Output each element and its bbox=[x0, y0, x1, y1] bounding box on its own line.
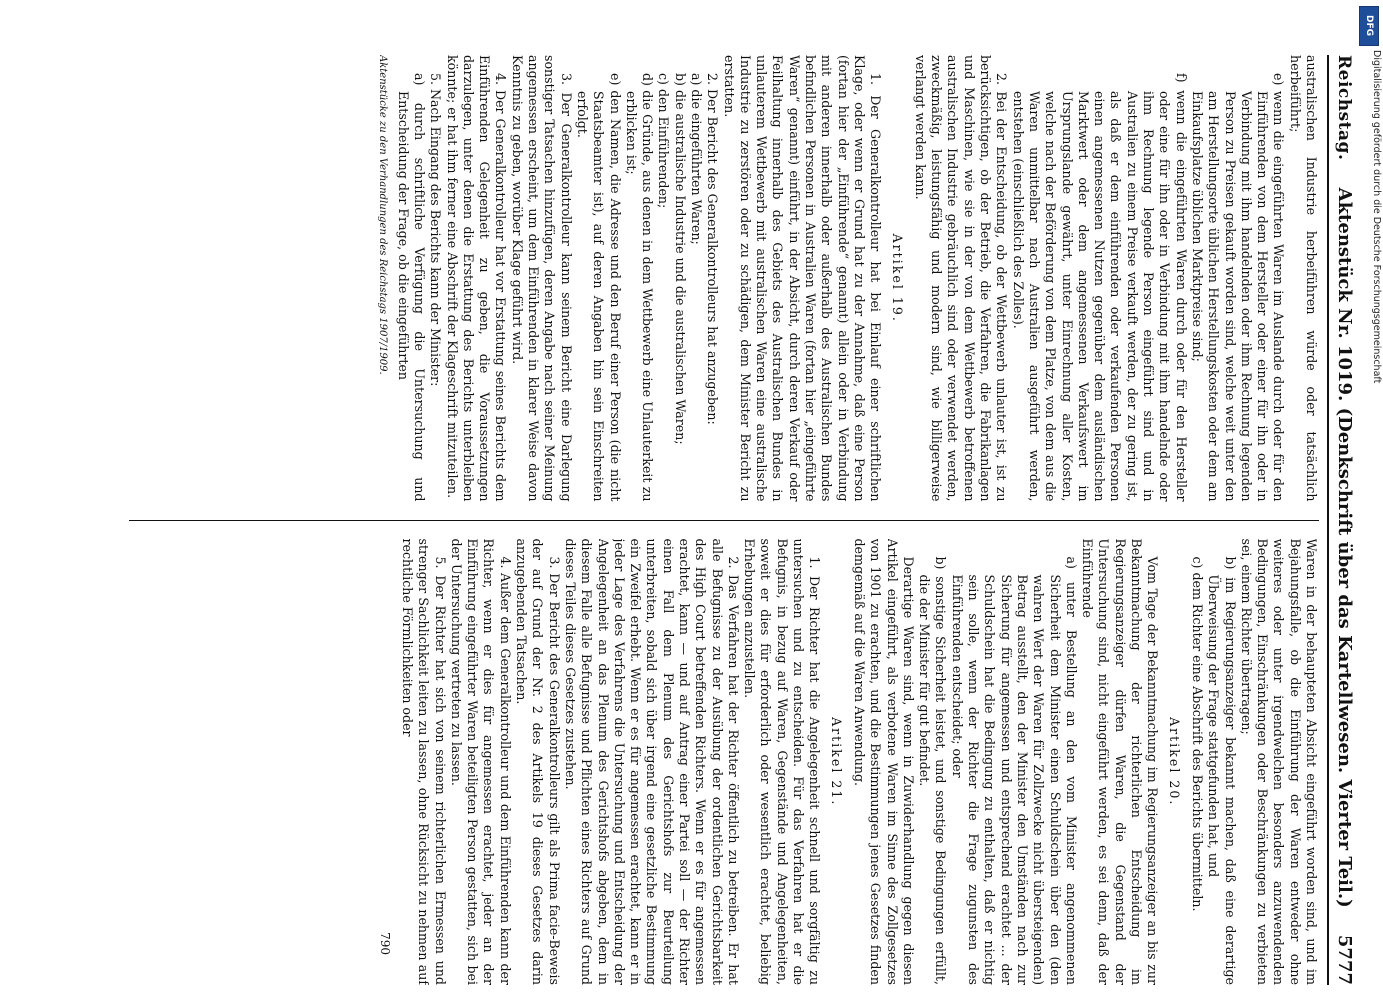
right-column bbox=[129, 539, 1319, 986]
dfg-logo-icon: DFG bbox=[1359, 6, 1379, 46]
left-item-f: f) wenn die eingeführten Waren durch oder für den Hersteller oder eine für ihn oder in Verbindung mit ihm handelnde oder ihm Rechnung legende Person eingeführt sind und in Australien zu einem Preise verkauft werden, der zu gering ist, als daß er dem einführenden oder verkaufenden Personen einen angemessenen Nutzen gegenüber dem ausländischen Marktwert oder dem angemessenen Verkaufswert im Ursprungslande gewährt, unter Einrechnung aller Kosten, welche nach der Beförderung von dem Platze, von dem aus die Waren unmittelbar nach Australien ausgeführt werden, entstehen (einschließlich des Zolles). bbox=[1010, 73, 1189, 502]
article-19-heading: Artikel 19. bbox=[889, 233, 905, 323]
header-reichstag: Reichstag. bbox=[1334, 55, 1354, 161]
text-columns bbox=[129, 55, 1319, 985]
article-20-para-2: Derartige Waren sind, wenn in Zuwiderhandlung gegen diesen Artikel eingeführt, als verbotene Waren im Sinne des Zollgesetzes von 1901 zu erachten, und die Bestimmungen jenes Gesetzes finden demgemäß auf die Waren Anwendung. bbox=[851, 538, 916, 985]
article-20-item-a: a) unter Bestellung an den vom Minister angenommenen Sicherheit dem Minister einen Schuldschein über den (den wahren Wert der Waren für Zollzwecke nicht übersteigenden) Betrag ausstellt, den der Minister den Umständen nach zur Sicherung für angemessen und entsprechend erachtet ... der Schuldschein hat die Bedingung zu enthalten, daß er nichtig sein solle, wenn der Richter die Frage zugunsten des Einführenden entscheidet; oder bbox=[949, 556, 1079, 985]
article-21-para-4: 4. Außer dem Generalkontrolleur und dem Einführenden kann der Richter, wenn er dies für angemessen erachtet, jeder an der Einführung eingeführter Waren beteiligten Person gestatten, sich bei der Untersuchung vertreten zu lassen. bbox=[448, 538, 513, 985]
article-21-para-5: 5. Der Richter hat sich von seinem richterlichen Ermessen und strenger Sachlichkeit leiten zu lassen, ohne Rücksicht zu nehmen auf rechtliche Förmlichkeiten oder bbox=[399, 538, 448, 985]
article-19-item-d: d) die Gründe, aus denen in dem Wettbewerb eine Unlauterkeit zu erblicken ist; bbox=[623, 73, 656, 502]
article-19-para-1: 1. Der Generalkontrolleur hat bei Einlauf einer schriftlichen Klage, oder wenn er Grund hat zu der Annahme, daß eine Person (fortan hier der „Einführende“ genannt) allein oder in Verbindung mit anderen innerhalb oder außerhalb des Australischen Bundes befindlichen Personen in Australien Waren (fortan hier „eingeführte Waren“ genannt) einführt, in der Absicht, durch deren Verkauf oder Feilhaltung innerhalb des Gebiets des Australischen Bundes in unlauterem Wettbewerb mit australischen Waren eine australische Industrie zu zerstören oder zu schädigen, dem Minister Bericht zu erstatten. bbox=[721, 55, 884, 502]
article-21-para-2: 2. Das Verfahren hat der Richter öffentlich zu betreiben. Er hat alle Befugnisse zu der Ausübung der ordentlichen Gerichtsbarkeit des High Court betreffenden Richters. Wenn er es für angemessen erachtet, kann — und auf Antrag einer Partei soll — der Richter einen Fall dem Plenum des Gerichtshofs zur Beurteilung unterbreiten, sobald sich über irgend eine gesetzliche Bestimmung ein Zweifel erhebt. Wenn er es für angemessen erachtet, kann er in jeder Lage des Verfahrens die Untersuchung und Entscheidung der Angelegenheit an das Plenum des Gerichtshofs abgeben, dem in diesem Falle alle Befugnisse und Pflichten eines Richters auf Grund dieses Teiles dieses Gesetzes zustehen. bbox=[562, 538, 741, 985]
header-title: Aktenstück Nr. 1019. (Denkschrift über das Kartellwesen. Vierter Teil.) bbox=[1334, 187, 1355, 908]
column-divider bbox=[129, 520, 1319, 521]
article-20-para-1: Vom Tage der Bekanntmachung im Regierungsanzeiger an bis zur Bekanntmachung der richterlichen Entscheidung im Regierungsanzeiger dürfen Waren, die Gegenstand der Untersuchung sind, nicht eingeführt werden, es sei denn, daß der Einführende bbox=[1080, 538, 1161, 985]
article-20-heading: Artikel 20. bbox=[1166, 717, 1182, 807]
article-19-item-b: b) die australische Industrie und die australischen Waren; bbox=[672, 73, 688, 445]
article-19-para-3: 3. Der Generalkontrolleur kann seinem Bericht eine Darlegung sonstiger Tatsachen hinzufügen, deren Angabe nach seiner Meinung angemessen erscheint, um dem Einführenden in klarer Weise davon Kenntnis zu geben, worüber Klage geführt wird. bbox=[509, 55, 574, 502]
article-21-para-3: 3. Der Bericht des Generalkontrolleurs gilt als Prima facie-Beweis der auf Grund der Nr. 2 des Artikels 19 dieses Gesetzes darin anzugebenden Tatsachen. bbox=[514, 538, 562, 985]
header-page-number: 5777 bbox=[1334, 934, 1355, 985]
right-item-b: b) im Regierungsanzeiger bekannt machen, daß eine derartige Überweisung der Frage stattgefunden hat, und bbox=[1206, 556, 1238, 985]
article-19-para-2: 2. Der Bericht des Generalkontrolleurs hat anzugeben: bbox=[705, 73, 721, 425]
article-19-item-c: c) den Einführenden; bbox=[656, 73, 672, 209]
article-19-para-4: 4. Der Generalkontrolleur hat vor Erstattung seines Berichts dem Einführenden Gelegenheit zu geben, die Voraussetzungen darzulegen, unter denen die Erstattung des Berichts unterbleiben könnte; er hat ihm ferner eine Abschrift der Klageschrift mitzuteilen. bbox=[444, 55, 509, 502]
page-header bbox=[1327, 55, 1355, 985]
left-column bbox=[129, 55, 1319, 502]
article-19-item-5a: a) durch schriftliche Verfügung die Untersuchung und Entscheidung der Frage, ob die eingeführten bbox=[395, 73, 427, 502]
digitization-note: Digitalisierung gefördert durch die Deutsche Forschungsgemeinschaft bbox=[1371, 50, 1382, 384]
article-19-item-e: e) den Namen, die Adresse und den Beruf einer Person (die nicht Staatsbeamter ist), auf deren Angaben hin sein Einschreiten erfolgt. bbox=[574, 73, 623, 502]
article-19-item-a: a) die eingeführten Waren; bbox=[689, 73, 705, 245]
article-21-heading: Artikel 21. bbox=[828, 717, 844, 807]
left-paragraph: australischen Industrie herbeiführen würde oder tatsächlich herbeiführt; bbox=[1287, 55, 1319, 502]
article-20-item-b: b) sonstige Sicherheit leistet, und sonstige Bedingungen erfüllt, die der Minister für gut befindet. bbox=[917, 556, 949, 985]
right-item-c: c) dem Richter eine Abschrift des Berichts übermitteln. bbox=[1189, 556, 1205, 912]
left-item-e: e) wenn die eingeführten Waren im Auslande durch oder für den Einführenden von dem Hersteller oder einer für ihn oder in Verbindung mit ihm handelnden oder ihm Rechnung legenden Person zu Preisen gekauft worden sind, welche weit unter den am Herstellungsorte üblichen Herstellungskosten oder dem am Einkaufsplatze üblichen Marktpreise sind; bbox=[1189, 73, 1287, 502]
right-paragraph: Waren in der behaupteten Absicht eingeführt worden sind, und im Bejahungsfalle, ob die Einführung der Waren entweder ohne weiteres oder unter irgendwelchen besonders anzuwendenden Bedingungen, Einschränkungen oder Beschränkungen zu verbieten sei, einem Richter übertragen; bbox=[1238, 538, 1319, 985]
article-21-para-1: 1. Der Richter hat die Angelegenheit schnell und sorgfältig zu untersuchen und zu entscheiden. Für das Verfahren hat er die Befugnis, in bezug auf Waren, Gegenstände und Angelegenheiten, soweit er dies für erforderlich oder wesentlich erachtet, beliebig Erhebungen anzustellen. bbox=[742, 538, 823, 985]
left-paragraph-2: 2. Bei der Entscheidung, ob der Wettbewerb unlauter ist, ist zu berücksichtigen, ob der Betrieb, die Verfahren, die Fabrikanlagen und Maschinen, wie sie in der von dem Wettbewerb betroffenen australischen Industrie gebräuchlich sind oder verwendet werden, zweckmäßig, leistungsfähig und modern sind, wie billigerweise verlangt werden kann. bbox=[912, 55, 1010, 502]
footnote: Aktenstücke zu den Verhandlungen des Reichstags 1907/1909. bbox=[377, 55, 389, 375]
rotated-page-content bbox=[65, 45, 1355, 995]
article-19-para-5: 5. Nach Eingang des Berichts kann der Minister: bbox=[428, 73, 444, 387]
footer-page-number: 790 bbox=[377, 932, 392, 955]
